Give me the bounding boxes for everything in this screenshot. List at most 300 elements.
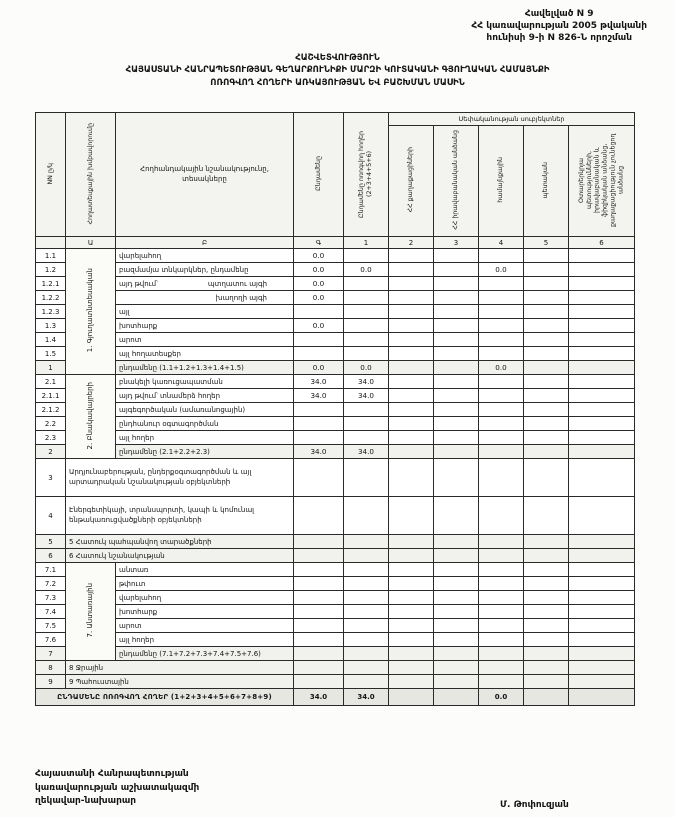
value-cell bbox=[434, 319, 479, 333]
value-cell bbox=[569, 689, 635, 706]
value-cell bbox=[569, 263, 635, 277]
table-header-row bbox=[36, 113, 635, 126]
value-cell bbox=[294, 403, 344, 417]
value-cell bbox=[524, 277, 569, 291]
value-cell bbox=[294, 459, 344, 497]
value-cell bbox=[479, 291, 524, 305]
land-type-cell: բազմամյա տնկարկներ, ընդամենը bbox=[116, 263, 294, 277]
value-cell bbox=[434, 403, 479, 417]
value-cell bbox=[524, 591, 569, 605]
value-cell bbox=[344, 417, 389, 431]
value-cell bbox=[294, 431, 344, 445]
including-label: այդ թվում՝ bbox=[119, 279, 158, 288]
value-cell bbox=[524, 333, 569, 347]
value-cell bbox=[344, 497, 389, 535]
value-cell bbox=[479, 375, 524, 389]
col-header-state: պետական bbox=[524, 126, 569, 237]
row-number-cell: 7.6 bbox=[36, 633, 66, 647]
value-cell bbox=[389, 675, 434, 689]
land-type-cell: ընդամենը (7.1+7.2+7.3+7.4+7.5+7.6) bbox=[116, 647, 294, 661]
row-number-cell: 1.2.2 bbox=[36, 291, 66, 305]
signatory-name: Մ. Թոփուզյան bbox=[500, 800, 569, 810]
value-cell bbox=[434, 445, 479, 459]
value-cell bbox=[434, 347, 479, 361]
value-cell bbox=[479, 277, 524, 291]
letter-cell: Բ bbox=[116, 237, 294, 249]
value-cell bbox=[569, 375, 635, 389]
value-cell bbox=[479, 431, 524, 445]
value-cell bbox=[479, 319, 524, 333]
value-cell bbox=[434, 535, 479, 549]
row-number-cell: 8 bbox=[36, 661, 66, 675]
value-cell bbox=[434, 263, 479, 277]
row-number-cell: 1.4 bbox=[36, 333, 66, 347]
appendix-line3: հունիսի 9-ի N 826-Ն որոշման bbox=[486, 33, 632, 44]
value-cell bbox=[389, 591, 434, 605]
row-number-cell: 1.2.1 bbox=[36, 277, 66, 291]
value-cell bbox=[434, 549, 479, 563]
column-letter-row bbox=[36, 237, 635, 249]
row-number-cell: 7.3 bbox=[36, 591, 66, 605]
row-number-cell: 2.1 bbox=[36, 375, 66, 389]
value-cell bbox=[524, 675, 569, 689]
value-cell bbox=[344, 647, 389, 661]
title-line1: ՀԱՇՎԵՏՎՈՒԹՅՈՒՆ bbox=[295, 53, 380, 63]
value-cell bbox=[434, 633, 479, 647]
row-number-cell: 3 bbox=[36, 459, 66, 497]
value-cell bbox=[524, 535, 569, 549]
letter-cell bbox=[36, 237, 66, 249]
land-category-cell: Էներգետիկայի, տրանսպորտի, կապի և կոմունալ ենթակառուցվածքների օբյեկտների bbox=[66, 497, 294, 535]
value-cell bbox=[479, 445, 524, 459]
value-cell bbox=[344, 633, 389, 647]
row-number-cell: 7.4 bbox=[36, 605, 66, 619]
value-cell bbox=[344, 605, 389, 619]
value-cell bbox=[524, 563, 569, 577]
value-cell: 0.0 bbox=[294, 249, 344, 263]
value-cell bbox=[389, 605, 434, 619]
land-category-cell: 9 Պահուստային bbox=[66, 675, 294, 689]
land-type-cell: այլ հողեր bbox=[116, 633, 294, 647]
value-cell bbox=[569, 291, 635, 305]
value-cell bbox=[479, 347, 524, 361]
value-cell bbox=[294, 417, 344, 431]
value-cell bbox=[344, 291, 389, 305]
table-row bbox=[36, 347, 635, 361]
letter-cell: Ա bbox=[66, 237, 116, 249]
value-cell bbox=[389, 535, 434, 549]
signatory-line2: կառավարության աշխատակազմի bbox=[35, 782, 200, 793]
table-row-grand-total bbox=[36, 689, 635, 706]
value-cell bbox=[344, 305, 389, 319]
value-cell bbox=[569, 619, 635, 633]
value-cell bbox=[434, 577, 479, 591]
value-cell bbox=[434, 661, 479, 675]
value-cell bbox=[479, 549, 524, 563]
value-cell: 0.0 bbox=[294, 361, 344, 375]
title-line3: ՈՌՈԳՎՈՂ ՀՈՂԵՐԻ ԱՌԿԱՅՈՒԹՅԱՆ ԵՎ ԲԱՇԽՄԱՆ ՄԱՍԻՆ bbox=[210, 77, 465, 88]
value-cell bbox=[479, 591, 524, 605]
value-cell bbox=[434, 459, 479, 497]
row-number-cell: 2.1.1 bbox=[36, 389, 66, 403]
document-title bbox=[0, 52, 675, 89]
value-cell bbox=[524, 549, 569, 563]
table-row bbox=[36, 605, 635, 619]
appendix-line1: Հավելված N 9 bbox=[524, 9, 594, 19]
table-row bbox=[36, 633, 635, 647]
value-cell bbox=[479, 605, 524, 619]
land-type-cell: արոտ bbox=[116, 619, 294, 633]
col-header-nn: NN ը/կ bbox=[36, 113, 66, 237]
value-cell bbox=[389, 249, 434, 263]
value-cell bbox=[344, 675, 389, 689]
table-row bbox=[36, 675, 635, 689]
value-cell bbox=[479, 535, 524, 549]
value-cell: 34.0 bbox=[294, 375, 344, 389]
value-cell bbox=[344, 319, 389, 333]
value-cell bbox=[294, 619, 344, 633]
land-type-cell: թփուտ bbox=[116, 577, 294, 591]
signatory-title-block bbox=[35, 768, 199, 809]
value-cell bbox=[479, 389, 524, 403]
value-cell bbox=[344, 535, 389, 549]
value-cell bbox=[389, 347, 434, 361]
signatory-line1: Հայաստանի Հանրապետության bbox=[35, 769, 189, 779]
land-type-cell: ընդամենը (2.1+2.2+2.3) bbox=[116, 445, 294, 459]
value-cell bbox=[569, 661, 635, 675]
value-cell: 34.0 bbox=[344, 375, 389, 389]
value-cell bbox=[389, 459, 434, 497]
value-cell bbox=[569, 633, 635, 647]
value-cell bbox=[479, 417, 524, 431]
row-number-cell: 7.5 bbox=[36, 619, 66, 633]
value-cell bbox=[434, 249, 479, 263]
value-cell bbox=[569, 389, 635, 403]
land-type-cell: այդ թվում՝ տնամերձ հողեր bbox=[116, 389, 294, 403]
value-cell bbox=[344, 619, 389, 633]
value-cell bbox=[479, 577, 524, 591]
value-cell bbox=[524, 417, 569, 431]
row-number-cell: 1 bbox=[36, 361, 66, 375]
value-cell bbox=[434, 277, 479, 291]
value-cell bbox=[479, 661, 524, 675]
orchard-label: պտղատու այգի bbox=[207, 279, 267, 288]
value-cell bbox=[294, 661, 344, 675]
value-cell bbox=[569, 319, 635, 333]
value-cell bbox=[344, 403, 389, 417]
land-type-cell bbox=[116, 277, 294, 291]
value-cell: 0.0 bbox=[479, 689, 524, 706]
col-header-citizens: ՀՀ քաղաքացիների bbox=[389, 126, 434, 237]
value-cell bbox=[344, 577, 389, 591]
value-cell bbox=[389, 333, 434, 347]
value-cell bbox=[434, 497, 479, 535]
value-cell bbox=[344, 591, 389, 605]
value-cell bbox=[479, 305, 524, 319]
value-cell bbox=[389, 291, 434, 305]
value-cell bbox=[344, 249, 389, 263]
value-cell bbox=[569, 431, 635, 445]
value-cell bbox=[569, 605, 635, 619]
group-label-cell: 7. Անտառային bbox=[66, 563, 116, 661]
value-cell bbox=[479, 647, 524, 661]
value-cell bbox=[569, 361, 635, 375]
value-cell bbox=[479, 333, 524, 347]
table-row bbox=[36, 431, 635, 445]
letter-cell: 1 bbox=[344, 237, 389, 249]
table-row bbox=[36, 305, 635, 319]
appendix-reference bbox=[471, 8, 647, 44]
land-type-cell: այգեգործական (ամառանոցային) bbox=[116, 403, 294, 417]
value-cell bbox=[524, 577, 569, 591]
land-type-cell: արոտ bbox=[116, 333, 294, 347]
land-type-cell: վարելահող bbox=[116, 591, 294, 605]
value-cell bbox=[569, 333, 635, 347]
value-cell bbox=[294, 333, 344, 347]
value-cell bbox=[479, 249, 524, 263]
col-header-group: Հողատեսքային խմբավորումը bbox=[66, 113, 116, 237]
value-cell: 0.0 bbox=[344, 263, 389, 277]
value-cell bbox=[294, 305, 344, 319]
table-row bbox=[36, 549, 635, 563]
value-cell: 34.0 bbox=[344, 389, 389, 403]
value-cell bbox=[389, 263, 434, 277]
value-cell bbox=[569, 563, 635, 577]
value-cell bbox=[389, 389, 434, 403]
land-type-cell: բնակելի կառուցապատման bbox=[116, 375, 294, 389]
value-cell bbox=[344, 661, 389, 675]
value-cell bbox=[344, 277, 389, 291]
table-row bbox=[36, 389, 635, 403]
value-cell bbox=[294, 577, 344, 591]
land-type-cell: վարելահող bbox=[116, 249, 294, 263]
value-cell bbox=[389, 633, 434, 647]
land-type-cell: ընդամենը (1.1+1.2+1.3+1.4+1.5) bbox=[116, 361, 294, 375]
row-number-cell: 1.3 bbox=[36, 319, 66, 333]
table-row bbox=[36, 249, 635, 263]
land-type-cell: այլ հողատեսքեր bbox=[116, 347, 294, 361]
value-cell bbox=[569, 403, 635, 417]
value-cell bbox=[344, 333, 389, 347]
value-cell bbox=[434, 619, 479, 633]
value-cell bbox=[434, 563, 479, 577]
value-cell bbox=[434, 431, 479, 445]
table-row bbox=[36, 375, 635, 389]
value-cell: 0.0 bbox=[344, 361, 389, 375]
value-cell bbox=[569, 577, 635, 591]
value-cell bbox=[524, 375, 569, 389]
table-row bbox=[36, 591, 635, 605]
land-category-cell: 5 Հատուկ պահպանվող տարածքների bbox=[66, 535, 294, 549]
land-type-cell: անտառ bbox=[116, 563, 294, 577]
value-cell bbox=[434, 605, 479, 619]
value-cell: 0.0 bbox=[294, 319, 344, 333]
table-row-subtotal bbox=[36, 445, 635, 459]
value-cell bbox=[524, 605, 569, 619]
value-cell bbox=[569, 305, 635, 319]
value-cell bbox=[434, 333, 479, 347]
value-cell bbox=[479, 675, 524, 689]
table-row bbox=[36, 497, 635, 535]
table-row bbox=[36, 459, 635, 497]
col-header-community: համայնքային bbox=[479, 126, 524, 237]
row-number-cell: 9 bbox=[36, 675, 66, 689]
value-cell bbox=[569, 277, 635, 291]
letter-cell: 2 bbox=[389, 237, 434, 249]
group-label-cell: 2. Բնակավայրերի bbox=[66, 375, 116, 459]
value-cell bbox=[569, 249, 635, 263]
land-type-cell: այլ bbox=[116, 305, 294, 319]
value-cell bbox=[344, 563, 389, 577]
value-cell bbox=[479, 633, 524, 647]
value-cell bbox=[389, 689, 434, 706]
land-type-cell: խոտհարք bbox=[116, 319, 294, 333]
value-cell bbox=[294, 675, 344, 689]
value-cell: 34.0 bbox=[294, 389, 344, 403]
value-cell bbox=[344, 431, 389, 445]
value-cell bbox=[524, 459, 569, 497]
col-header-irrigated-total: Ընդամենը ոռոգվող հողեր (2+3+4+5+6) bbox=[344, 113, 389, 237]
value-cell bbox=[389, 549, 434, 563]
value-cell: 0.0 bbox=[479, 361, 524, 375]
value-cell bbox=[434, 291, 479, 305]
value-cell bbox=[524, 431, 569, 445]
land-category-cell: Արդյունաբերության, ընդերքօգտագործման և այլ արտադրական նշանակության օբյեկտների bbox=[66, 459, 294, 497]
value-cell bbox=[389, 647, 434, 661]
table-row bbox=[36, 277, 635, 291]
value-cell bbox=[524, 291, 569, 305]
value-cell: 0.0 bbox=[294, 263, 344, 277]
letter-cell: 5 bbox=[524, 237, 569, 249]
value-cell bbox=[389, 319, 434, 333]
table-row bbox=[36, 577, 635, 591]
value-cell bbox=[479, 459, 524, 497]
value-cell bbox=[524, 633, 569, 647]
col-header-foreign: Օտարերկրյա պետությունների, իրավաբանական և ֆիզիկական անձանց, քաղաքացիություն չունեցող անձանց bbox=[569, 126, 635, 237]
table-row bbox=[36, 403, 635, 417]
value-cell bbox=[344, 347, 389, 361]
value-cell bbox=[479, 563, 524, 577]
value-cell: 34.0 bbox=[344, 689, 389, 706]
value-cell bbox=[569, 417, 635, 431]
value-cell: 34.0 bbox=[294, 689, 344, 706]
row-number-cell: 1.5 bbox=[36, 347, 66, 361]
title-line2: ՀԱՅԱՍՏԱՆԻ ՀԱՆՐԱՊԵՏՈՒԹՅԱՆ ԳԵՂԱՐՔՈՒՆԻՔԻ ՄԱՐԶԻ ԿՈՒՏԱԿԱՆԻ ԳՅՈՒՂԱԿԱՆ ՀԱՄԱՅՆՔԻ bbox=[125, 65, 550, 76]
value-cell bbox=[389, 403, 434, 417]
table-row bbox=[36, 333, 635, 347]
value-cell bbox=[294, 535, 344, 549]
value-cell bbox=[524, 445, 569, 459]
value-cell bbox=[389, 577, 434, 591]
value-cell bbox=[479, 403, 524, 417]
value-cell bbox=[524, 389, 569, 403]
value-cell bbox=[434, 305, 479, 319]
value-cell bbox=[389, 445, 434, 459]
value-cell bbox=[389, 661, 434, 675]
land-type-cell: այլ հողեր bbox=[116, 431, 294, 445]
value-cell bbox=[344, 549, 389, 563]
value-cell bbox=[524, 305, 569, 319]
row-number-cell: 5 bbox=[36, 535, 66, 549]
value-cell bbox=[569, 347, 635, 361]
row-number-cell: 7 bbox=[36, 647, 66, 661]
value-cell bbox=[569, 445, 635, 459]
letter-cell: 6 bbox=[569, 237, 635, 249]
col-header-total: Ընդամենը bbox=[294, 113, 344, 237]
letter-cell: Գ bbox=[294, 237, 344, 249]
value-cell bbox=[569, 535, 635, 549]
value-cell bbox=[524, 619, 569, 633]
value-cell: 34.0 bbox=[294, 445, 344, 459]
value-cell: 0.0 bbox=[294, 291, 344, 305]
value-cell bbox=[389, 431, 434, 445]
table-row bbox=[36, 535, 635, 549]
signatory-line3: ղեկավար-նախարար bbox=[35, 796, 137, 806]
appendix-line2: ՀՀ կառավարության 2005 թվականի bbox=[471, 21, 647, 32]
value-cell bbox=[479, 497, 524, 535]
table-row-subtotal bbox=[36, 361, 635, 375]
value-cell bbox=[434, 647, 479, 661]
row-number-cell: 1.2 bbox=[36, 263, 66, 277]
value-cell: 0.0 bbox=[479, 263, 524, 277]
value-cell bbox=[389, 305, 434, 319]
row-number-cell: 7.1 bbox=[36, 563, 66, 577]
grand-total-label: ԸՆԴԱՄԵՆԸ ՈՌՈԳՎՈՂ ՀՈՂԵՐ (1+2+3+4+5+6+7+8+9) bbox=[36, 689, 294, 706]
col-header-ownership-span: Սեփականության սուբյեկտներ bbox=[389, 113, 635, 126]
value-cell bbox=[434, 375, 479, 389]
row-number-cell: 1.2.3 bbox=[36, 305, 66, 319]
table-row bbox=[36, 661, 635, 675]
value-cell bbox=[389, 375, 434, 389]
land-type-cell: խաղողի այգի bbox=[116, 291, 294, 305]
value-cell bbox=[569, 459, 635, 497]
value-cell bbox=[294, 549, 344, 563]
value-cell bbox=[389, 619, 434, 633]
table-row bbox=[36, 319, 635, 333]
value-cell bbox=[569, 591, 635, 605]
letter-cell: 4 bbox=[479, 237, 524, 249]
value-cell bbox=[389, 497, 434, 535]
value-cell bbox=[434, 591, 479, 605]
letter-cell: 3 bbox=[434, 237, 479, 249]
value-cell bbox=[389, 361, 434, 375]
value-cell bbox=[389, 417, 434, 431]
value-cell bbox=[479, 619, 524, 633]
value-cell bbox=[524, 689, 569, 706]
row-number-cell: 6 bbox=[36, 549, 66, 563]
table-row bbox=[36, 619, 635, 633]
value-cell bbox=[434, 389, 479, 403]
value-cell bbox=[344, 459, 389, 497]
value-cell bbox=[569, 497, 635, 535]
value-cell bbox=[434, 675, 479, 689]
value-cell bbox=[294, 633, 344, 647]
value-cell bbox=[294, 647, 344, 661]
table-row bbox=[36, 563, 635, 577]
value-cell bbox=[524, 497, 569, 535]
value-cell bbox=[294, 563, 344, 577]
col-header-description: Հողհանդակային նշանակությունը, տեսակները bbox=[116, 113, 294, 237]
value-cell bbox=[524, 647, 569, 661]
value-cell bbox=[294, 605, 344, 619]
value-cell bbox=[434, 417, 479, 431]
group-label-cell: 1. Գյուղատնտեսական bbox=[66, 249, 116, 375]
value-cell bbox=[389, 563, 434, 577]
value-cell bbox=[389, 277, 434, 291]
row-number-cell: 2.1.2 bbox=[36, 403, 66, 417]
value-cell bbox=[294, 591, 344, 605]
value-cell bbox=[524, 249, 569, 263]
